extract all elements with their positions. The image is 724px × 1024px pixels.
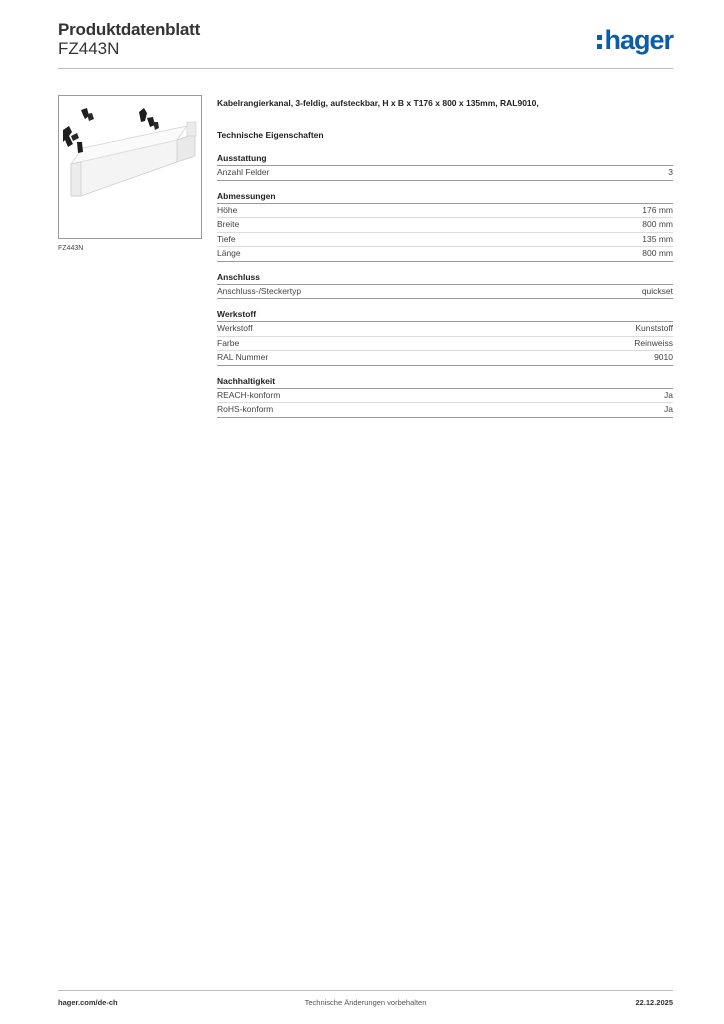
product-photo-icon [59,96,201,238]
property-group [217,191,673,262]
group-title: Nachhaltigkeit [217,376,673,389]
property-value: Kunststoff [635,323,673,333]
property-label: Breite [217,219,240,229]
property-value: Reinweiss [634,337,673,348]
property-row [217,337,673,352]
property-label: Werkstoff [217,323,253,333]
property-value: 135 mm [642,233,673,244]
property-label: Höhe [217,204,238,215]
logo-text: hager [604,24,673,55]
footer-website-link[interactable]: hager.com/de-ch [58,998,118,1007]
property-group [217,309,673,366]
section-title-technical: Technische Eigenschaften [217,130,324,140]
footer-date: 22.12.2025 [635,998,673,1007]
property-row [217,247,673,262]
property-group [217,376,673,418]
property-value: 3 [668,167,673,177]
property-value: 800 mm [642,248,673,258]
footer-note: Technische Änderungen vorbehalten [304,998,427,1007]
property-label: Anzahl Felder [217,167,270,177]
hager-logo [597,26,673,54]
property-value: 176 mm [642,204,673,215]
property-row [217,204,673,219]
property-value: 800 mm [642,219,673,229]
property-groups [217,153,673,418]
header-divider [58,68,673,69]
property-value: 9010 [654,352,673,362]
property-group [217,153,673,181]
group-title: Anschluss [217,272,673,285]
property-label: REACH-konform [217,389,281,400]
property-row [217,166,673,181]
product-image [58,95,202,239]
property-label: RoHS-konform [217,404,274,414]
property-value: Ja [664,389,673,400]
property-row [217,218,673,233]
footer-divider [58,990,673,991]
property-label: RAL Nummer [217,352,269,362]
group-title: Werkstoff [217,309,673,322]
logo-dots-icon [597,35,602,49]
property-row [217,285,673,300]
group-title: Abmessungen [217,191,673,204]
product-description: Kabelrangierkanal, 3-feldig, aufsteckbar, H x B x T176 x 800 x 135mm, RAL9010, [217,98,539,108]
property-row [217,403,673,418]
page-title: Produktdatenblatt [58,20,201,39]
product-details [217,98,673,428]
property-value: quickset [641,285,673,296]
property-group [217,272,673,300]
page-header [58,20,673,68]
property-label: Länge [217,248,241,258]
property-label: Tiefe [217,233,236,244]
property-row [217,389,673,404]
property-value: Ja [664,404,673,414]
property-row [217,351,673,366]
group-title: Ausstattung [217,153,673,166]
image-caption: FZ443N [58,245,84,252]
product-code: FZ443N [58,39,120,58]
property-label: Anschluss-/Steckertyp [217,285,302,296]
property-label: Farbe [217,337,240,348]
property-row [217,322,673,337]
property-row [217,233,673,248]
